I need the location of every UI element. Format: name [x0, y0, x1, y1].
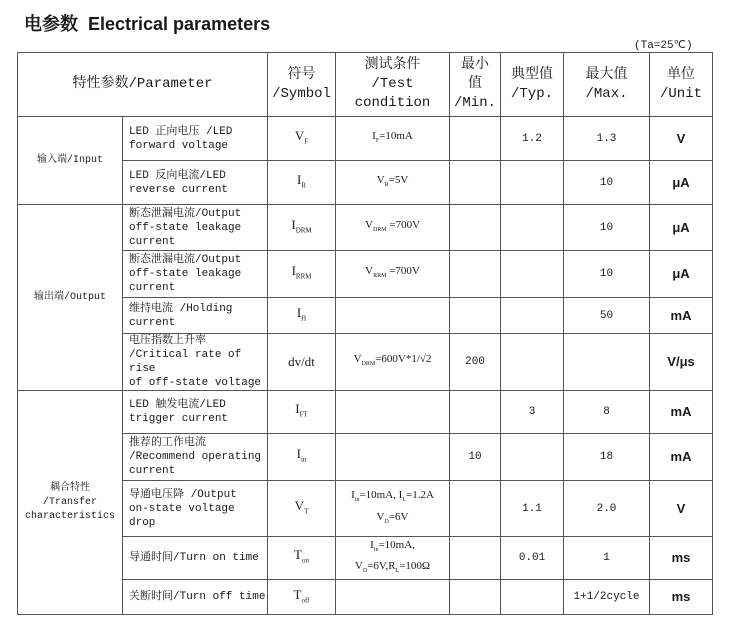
test-condition-cell — [336, 117, 450, 161]
parameter-name: 电压指数上升率 /Critical rate of rise of off-state voltage — [123, 334, 268, 391]
symbol-main: I — [291, 216, 296, 232]
value-max: 18 — [564, 434, 650, 481]
value-typ — [501, 334, 564, 391]
unit-cell: μA — [650, 161, 713, 205]
condition-symbol: V — [353, 353, 362, 366]
value-typ: 1.1 — [501, 481, 564, 537]
table-row — [18, 205, 713, 251]
value-typ — [501, 251, 564, 298]
table-row — [18, 117, 713, 161]
symbol-cell — [268, 205, 336, 251]
test-condition-cell — [336, 391, 450, 434]
symbol-subscript: F — [304, 137, 309, 146]
value-min: 10 — [450, 434, 501, 481]
condition-value: =10mA — [379, 129, 413, 142]
value-max: 1+1/2cycle — [564, 580, 650, 615]
table-row — [18, 251, 713, 298]
test-condition-cell — [336, 580, 450, 615]
condition-value: =700V — [386, 218, 421, 231]
temperature-note: (Ta=25℃) — [634, 40, 693, 52]
condition-value: =10mA, I — [359, 489, 403, 502]
condition-line — [336, 263, 449, 284]
value-min — [450, 251, 501, 298]
table-row — [18, 537, 713, 580]
parameter-name: 关断时间/Turn off time — [123, 580, 268, 615]
table-row — [18, 580, 713, 615]
symbol-main: V — [294, 127, 305, 143]
condition-subscript: L — [402, 497, 406, 504]
condition-symbol: V — [376, 173, 385, 186]
header-parameter: 特性参数/Parameter — [18, 53, 268, 117]
symbol-cell — [268, 580, 336, 615]
condition-subscript: in — [373, 547, 379, 554]
value-max: 1.3 — [564, 117, 650, 161]
symbol-main: T — [293, 586, 302, 602]
parameter-name: LED 正向电压 /LED forward voltage — [123, 117, 268, 161]
condition-line — [336, 537, 449, 558]
value-min — [450, 298, 501, 334]
value-min: 200 — [450, 334, 501, 391]
symbol-cell — [268, 161, 336, 205]
title-cn: 电参数 — [24, 14, 78, 34]
header-min: 最小 值 /Min. — [450, 53, 501, 117]
condition-subscript: R — [384, 182, 389, 189]
condition-symbol: V — [376, 510, 385, 523]
unit-cell: mA — [650, 391, 713, 434]
condition-subscript: RRM — [373, 273, 387, 280]
symbol-main: I — [295, 401, 300, 417]
condition-line — [336, 351, 449, 372]
table-row — [18, 161, 713, 205]
symbol-cell — [268, 334, 336, 391]
value-typ — [501, 580, 564, 615]
symbol-cell — [268, 537, 336, 580]
page-title — [24, 10, 270, 36]
value-min — [450, 537, 501, 580]
symbol-subscript: in — [300, 455, 307, 464]
header-symbol: 符号 /Symbol — [268, 53, 336, 117]
parameter-name: 导通电压降 /Output on-state voltage drop — [123, 481, 268, 537]
value-min — [450, 580, 501, 615]
value-min — [450, 161, 501, 205]
header-row — [18, 53, 713, 117]
group-label-input: 输入端/Input — [18, 117, 123, 205]
parameter-name: 维持电流 /Holding current — [123, 298, 268, 334]
value-min — [450, 481, 501, 537]
symbol-subscript: on — [301, 556, 309, 565]
value-max: 10 — [564, 161, 650, 205]
test-condition-cell — [336, 481, 450, 537]
unit-cell: V/μs — [650, 334, 713, 391]
value-max: 8 — [564, 391, 650, 434]
header-typ: 典型值 /Typ. — [501, 53, 564, 117]
unit-cell: mA — [650, 298, 713, 334]
condition-line — [336, 558, 449, 579]
value-max: 1 — [564, 537, 650, 580]
header-max: 最大值 /Max. — [564, 53, 650, 117]
condition-symbol: I — [370, 539, 374, 551]
condition-subscript: F — [375, 138, 380, 145]
symbol-cell — [268, 298, 336, 334]
condition-subscript: L — [395, 568, 400, 575]
test-condition-cell — [336, 161, 450, 205]
value-min — [450, 391, 501, 434]
unit-cell: ms — [650, 537, 713, 580]
test-condition-cell — [336, 434, 450, 481]
table-row — [18, 481, 713, 537]
condition-value: =700V — [386, 265, 420, 278]
condition-value: =10mA, — [378, 539, 415, 551]
symbol-main: I — [296, 304, 302, 320]
table-row — [18, 391, 713, 434]
parameter-name: 推荐的工作电流 /Recommend operating current — [123, 434, 268, 481]
condition-subscript: DRM — [361, 361, 376, 368]
parameter-name: 导通时间/Turn on time — [123, 537, 268, 580]
value-typ: 0.01 — [501, 537, 564, 580]
unit-cell: μA — [650, 251, 713, 298]
value-max: 10 — [564, 251, 650, 298]
unit-cell: mA — [650, 434, 713, 481]
test-condition-cell — [336, 334, 450, 391]
value-typ: 3 — [501, 391, 564, 434]
header-unit: 单位 /Unit — [650, 53, 713, 117]
value-min — [450, 117, 501, 161]
symbol-main: dv/dt — [288, 354, 315, 369]
value-max: 2.0 — [564, 481, 650, 537]
condition-subscript: D — [362, 568, 368, 575]
symbol-subscript: H — [301, 314, 307, 323]
symbol-subscript: T — [304, 507, 309, 516]
condition-line — [336, 217, 449, 238]
value-typ — [501, 434, 564, 481]
condition-value: =6V,R — [367, 560, 396, 573]
test-condition-cell — [336, 251, 450, 298]
condition-line — [336, 509, 449, 530]
symbol-main: I — [297, 171, 302, 187]
test-condition-cell — [336, 298, 450, 334]
table-row — [18, 434, 713, 481]
condition-symbol: V — [365, 218, 373, 231]
symbol-subscript: RRM — [295, 272, 312, 281]
symbol-main: I — [291, 263, 296, 279]
condition-line — [336, 487, 449, 508]
condition-symbol: I — [372, 129, 376, 142]
symbol-main: T — [294, 547, 302, 563]
value-min — [450, 205, 501, 251]
symbol-subscript: FT — [299, 410, 308, 419]
group-label-output: 输出端/Output — [18, 205, 123, 391]
symbol-main: V — [294, 497, 305, 513]
title-en: Electrical parameters — [88, 14, 271, 34]
condition-value: =600V*1/√2 — [375, 353, 432, 366]
condition-value: =1.2A — [406, 489, 434, 502]
table-row — [18, 334, 713, 391]
symbol-main: I — [296, 446, 301, 462]
symbol-cell — [268, 117, 336, 161]
symbol-subscript: off — [301, 596, 310, 605]
unit-cell: μA — [650, 205, 713, 251]
value-max — [564, 334, 650, 391]
condition-symbol: V — [365, 265, 374, 278]
symbol-cell — [268, 481, 336, 537]
test-condition-cell — [336, 205, 450, 251]
parameter-name: 断态泄漏电流/Output off-state leakage current — [123, 205, 268, 251]
group-label-transfer: 耦合特性 /Transfer characteristics — [18, 391, 123, 615]
test-condition-cell — [336, 537, 450, 580]
unit-cell: ms — [650, 580, 713, 615]
header-test-condition: 测试条件 /Test condition — [336, 53, 450, 117]
unit-cell: V — [650, 117, 713, 161]
unit-cell: V — [650, 481, 713, 537]
electrical-parameters-table — [17, 52, 713, 615]
parameter-name: 断态泄漏电流/Output off-state leakage current — [123, 251, 268, 298]
value-typ — [501, 161, 564, 205]
condition-symbol: V — [354, 560, 363, 573]
value-typ — [501, 298, 564, 334]
symbol-cell — [268, 251, 336, 298]
value-typ: 1.2 — [501, 117, 564, 161]
value-max: 10 — [564, 205, 650, 251]
symbol-cell — [268, 391, 336, 434]
symbol-subscript: R — [301, 181, 307, 190]
parameter-name: LED 反向电流/LED reverse current — [123, 161, 268, 205]
condition-value: =100Ω — [399, 560, 431, 573]
condition-line — [336, 172, 449, 193]
symbol-cell — [268, 434, 336, 481]
condition-subscript: in — [354, 497, 360, 504]
condition-subscript: D — [384, 518, 389, 525]
parameter-name: LED 触发电流/LED trigger current — [123, 391, 268, 434]
condition-subscript: DRM — [372, 227, 387, 234]
symbol-subscript: DRM — [295, 226, 312, 235]
value-max: 50 — [564, 298, 650, 334]
value-typ — [501, 205, 564, 251]
condition-value: =5V — [388, 173, 409, 186]
condition-line — [336, 128, 449, 149]
condition-symbol: I — [351, 489, 355, 502]
table-row — [18, 298, 713, 334]
condition-value: =6V — [388, 510, 409, 523]
